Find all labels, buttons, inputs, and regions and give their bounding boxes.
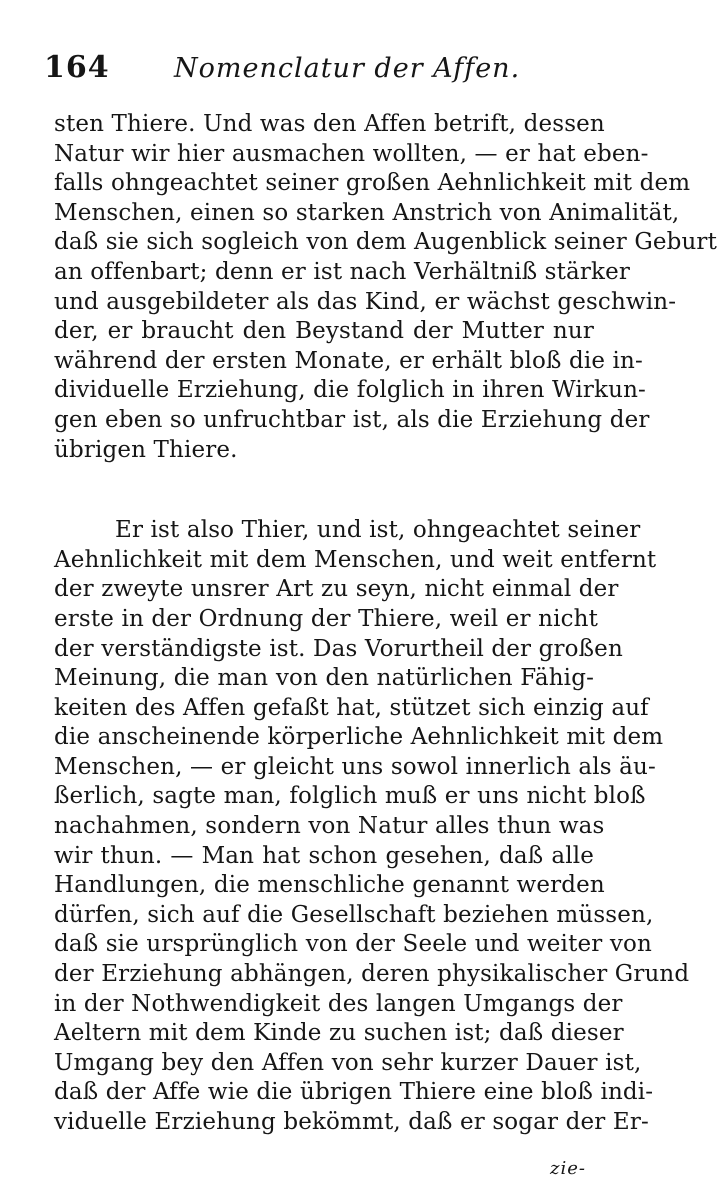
text-line: an offenbart; denn er ist nach Verhältniß stärker (54, 258, 631, 285)
text-line: übrigen Thiere. (54, 436, 238, 463)
text-line: Er ist also Thier, und ist, ohngeachtet seiner (115, 517, 641, 544)
text-line: der, er braucht den Beystand der Mutter nur (54, 318, 594, 345)
body-text (54, 110, 717, 1138)
text-line: sten Thiere. Und was den Affen betrift, dessen (54, 111, 605, 137)
text-line: daß sie sich sogleich von dem Augenblick seiner Geburt (54, 229, 717, 256)
text-line: Aehnlichkeit mit dem Menschen, und weit entfernt (54, 546, 657, 573)
text-line: dürfen, sich auf die Gesellschaft beziehen müssen, (54, 901, 654, 928)
paragraph-1 (54, 110, 717, 465)
text-line: daß sie ursprünglich von der Seele und weiter von (54, 931, 652, 958)
text-line: nachahmen, sondern von Natur alles thun was (54, 813, 605, 840)
text-line: Menschen, — er gleicht uns sowol innerlich als äu- (54, 753, 656, 780)
text-line: dividuelle Erziehung, die folglich in ihren Wirkun- (54, 377, 646, 404)
text-line: während der ersten Monate, er erhält bloß die in- (54, 347, 643, 374)
text-line: daß der Affe wie die übrigen Thiere eine bloß indi- (54, 1079, 654, 1106)
page-header (44, 40, 588, 90)
text-line: Umgang bey den Affen von sehr kurzer Dauer ist, (54, 1049, 642, 1076)
text-line: und ausgebildeter als das Kind, er wächst geschwin- (54, 288, 677, 315)
text-line: Aeltern mit dem Kinde zu suchen ist; daß dieser (54, 1020, 624, 1047)
text-line: erste in der Ordnung der Thiere, weil er nicht (54, 605, 598, 632)
catchword: zie- (550, 1158, 586, 1179)
text-line: der verständigste ist. Das Vorurtheil der großen (54, 635, 623, 662)
text-line: der zweyte unsrer Art zu seyn, nicht einmal der (54, 576, 619, 603)
text-line: viduelle Erziehung bekömmt, daß er sogar der Er- (54, 1109, 649, 1135)
text-line: in der Nothwendigkeit des langen Umgangs der (54, 990, 623, 1017)
text-line: Meinung, die man von den natürlichen Fähig- (54, 665, 594, 692)
text-line: die anscheinende körperliche Aehnlichkeit mit dem (54, 724, 664, 751)
running-head: Nomenclatur der Affen. (174, 53, 521, 84)
text-line: ßerlich, sagte man, folglich muß er uns nicht bloß (54, 783, 646, 810)
text-line: Menschen, einen so starken Anstrich von Animalität, (54, 199, 680, 226)
text-line: falls ohngeachtet seiner großen Aehnlichkeit mit dem (54, 170, 691, 197)
paragraph-2 (54, 516, 690, 1137)
text-line: gen eben so unfruchtbar ist, als die Erziehung der (54, 406, 650, 433)
text-line: Natur wir hier ausmachen wollten, — er hat eben- (54, 140, 649, 167)
page-number: 164 (44, 50, 110, 85)
text-line: Handlungen, die menschliche genannt werden (54, 872, 605, 899)
paragraph-gap (54, 465, 594, 516)
text-line: wir thun. — Man hat schon gesehen, daß alle (54, 842, 594, 869)
text-line: der Erziehung abhängen, deren physikalischer Grund (54, 961, 690, 988)
text-line: keiten des Affen gefaßt hat, stützet sich einzig auf (54, 694, 649, 721)
